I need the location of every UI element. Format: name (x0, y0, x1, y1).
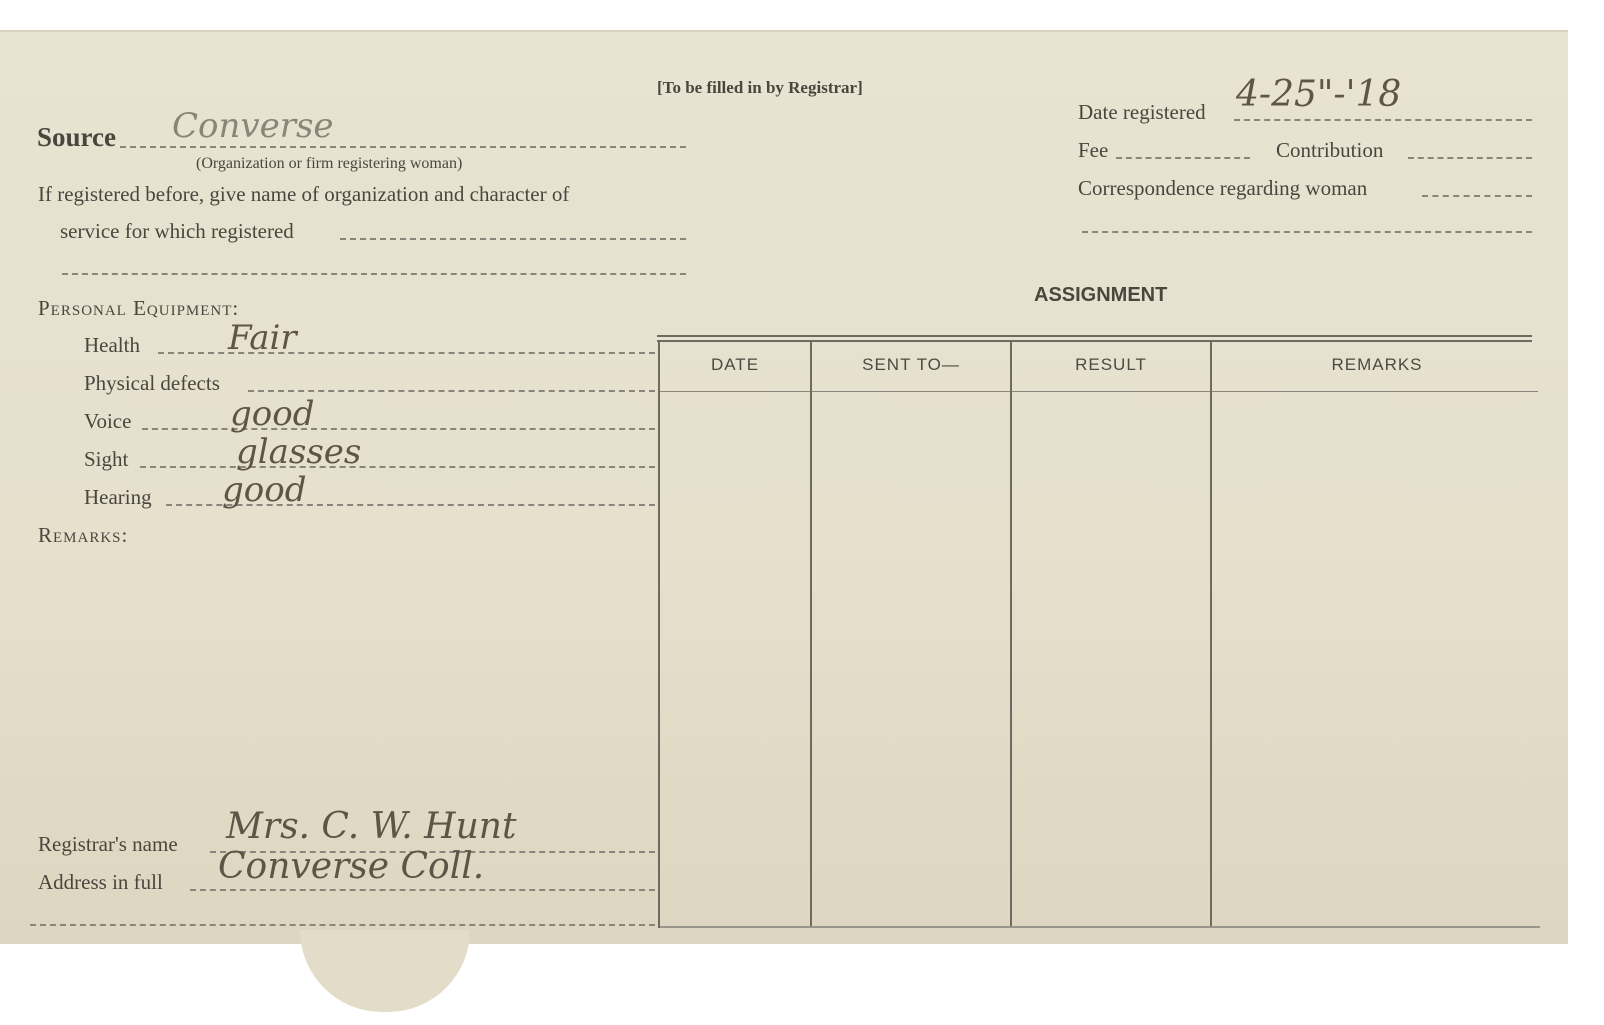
hearing-label: Hearing (84, 485, 152, 509)
assignment-title: ASSIGNMENT (1034, 284, 1168, 306)
column-header-date: DATE (710, 355, 760, 374)
registrar-note: [To be filled in by Registrar] (657, 78, 863, 97)
voice-value: good (230, 394, 315, 434)
fee-line (1116, 157, 1250, 159)
registered-before-line (340, 238, 686, 240)
health-label: Health (84, 333, 140, 357)
date-registered-label: Date registered (1078, 100, 1206, 124)
fee-label: Fee (1078, 138, 1109, 162)
contribution-label: Contribution (1276, 138, 1384, 162)
source-line (120, 146, 686, 148)
date-registered-line (1234, 119, 1532, 121)
column-header-result: RESULT (1075, 355, 1147, 374)
table-left-border (658, 340, 660, 928)
correspondence-line (1422, 195, 1532, 197)
remarks-label: Remarks: (38, 523, 129, 547)
contribution-line (1408, 157, 1532, 159)
date-registered-value: 4-25"-'18 (1236, 74, 1402, 115)
card-tab (300, 930, 470, 1012)
sight-value: glasses (236, 432, 362, 472)
physical-defects-line (248, 390, 655, 392)
source-label: Source (37, 122, 116, 152)
voice-line (142, 428, 655, 430)
registered-before-line2: service for which registered (60, 219, 294, 243)
correspondence-label: Correspondence regarding woman (1078, 176, 1368, 200)
column-header-sent-to: SENT TO— (862, 355, 960, 374)
table-divider-1 (810, 340, 812, 928)
table-top-rule-1 (657, 335, 1532, 337)
table-bottom-edge (660, 926, 1540, 928)
physical-defects-label: Physical defects (84, 371, 220, 395)
table-divider-2 (1010, 340, 1012, 928)
address-line (190, 889, 655, 891)
personal-equipment-title: Personal Equipment: (38, 296, 240, 320)
address-label: Address in full (38, 870, 163, 894)
health-value: Fair (228, 318, 297, 358)
table-divider-3 (1210, 340, 1212, 928)
voice-label: Voice (84, 409, 132, 433)
registrar-name-label: Registrar's name (38, 832, 178, 856)
column-header-remarks: REMARKS (1331, 355, 1423, 374)
bottom-dotted-line (30, 924, 655, 926)
table-header-rule (660, 391, 1538, 392)
source-caption: (Organization or firm registering woman) (196, 155, 463, 172)
registered-before-line1: If registered before, give name of organization and character of (38, 182, 570, 206)
sight-label: Sight (84, 447, 129, 471)
registered-before-line-2 (62, 273, 686, 275)
registrar-name-value: Mrs. C. W. Hunt (226, 806, 517, 847)
address-value: Converse Coll. (218, 846, 485, 887)
hearing-value: good (222, 470, 307, 510)
table-top-rule-2 (657, 340, 1532, 342)
source-value: Converse (172, 106, 334, 146)
correspondence-line-2 (1082, 231, 1532, 233)
sight-line (140, 466, 655, 468)
